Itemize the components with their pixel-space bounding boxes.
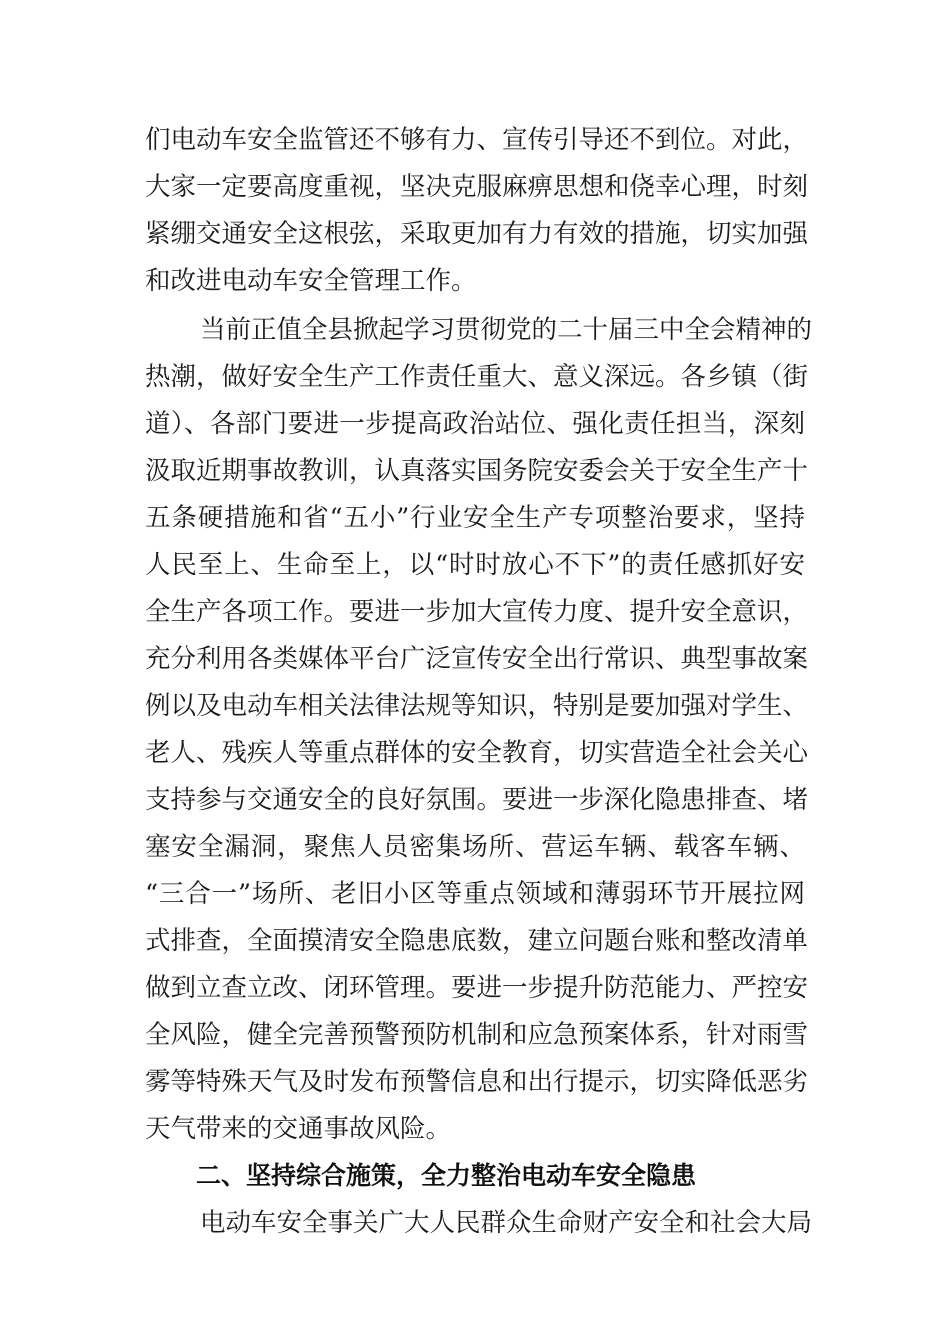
section-heading: 二、坚持综合施策，全力整治电动车安全隐患 — [196, 1161, 697, 1190]
paragraph-2-line-12: 塞安全漏洞，聚焦人员密集场所、营运车辆、载客车辆、 — [145, 832, 805, 862]
paragraph-1-line-1: 们电动车安全监管还不够有力、宣传引导还不到位。对此， — [145, 125, 809, 155]
paragraph-2-line-1: 当前正值全县掀起学习贯彻党的二十届三中全会精神的 — [200, 315, 813, 345]
paragraph-2-line-10: 老人、残疾人等重点群体的安全教育，切实营造全社会关心 — [145, 738, 809, 768]
paragraph-2-line-15: 做到立查立改、闭环管理。要进一步提升防范能力、严控安 — [145, 973, 809, 1003]
paragraph-2-line-13: “三合一”场所、老旧小区等重点领域和薄弱环节开展拉网 — [145, 879, 805, 909]
paragraph-2-line-9: 例以及电动车相关法律法规等知识，特别是要加强对学生、 — [145, 691, 809, 721]
paragraph-2-line-11: 支持参与交通安全的良好氛围。要进一步深化隐患排查、堵 — [145, 785, 809, 815]
paragraph-2-line-18: 天气带来的交通事故风险。 — [145, 1114, 452, 1144]
paragraph-2-line-5: 五条硬措施和省“五小”行业安全生产专项整治要求，坚持 — [145, 503, 805, 533]
paragraph-2-line-2: 热潮，做好安全生产工作责任重大、意义深远。各乡镇（街 — [145, 362, 809, 392]
paragraph-1-line-4: 和改进电动车安全管理工作。 — [145, 266, 477, 296]
paragraph-1-line-3: 紧绷交通安全这根弦，采取更加有力有效的措施，切实加强 — [145, 219, 809, 249]
paragraph-2-line-3: 道）、各部门要进一步提高政治站位、强化责任担当，深刻 — [145, 409, 805, 439]
paragraph-3-line-1: 电动车安全事关广大人民群众生命财产安全和社会大局 — [200, 1208, 813, 1238]
paragraph-2-line-6: 人民至上、生命至上，以“时时放心不下”的责任感抓好安 — [145, 550, 805, 580]
paragraph-2-line-8: 充分利用各类媒体平台广泛宣传安全出行常识、典型事故案 — [145, 644, 809, 674]
paragraph-2-line-17: 雾等特殊天气及时发布预警信息和出行提示，切实降低恶劣 — [145, 1067, 809, 1097]
paragraph-2-line-14: 式排查，全面摸清安全隐患底数，建立问题台账和整改清单 — [145, 926, 809, 956]
paragraph-1-line-2: 大家一定要高度重视，坚决克服麻痹思想和侥幸心理，时刻 — [145, 172, 809, 202]
paragraph-2-line-4: 汲取近期事故教训，认真落实国务院安委会关于安全生产十 — [145, 456, 809, 486]
paragraph-2-line-7: 全生产各项工作。要进一步加大宣传力度、提升安全意识， — [145, 597, 809, 627]
paragraph-2-line-16: 全风险，健全完善预警预防机制和应急预案体系，针对雨雪 — [145, 1020, 809, 1050]
